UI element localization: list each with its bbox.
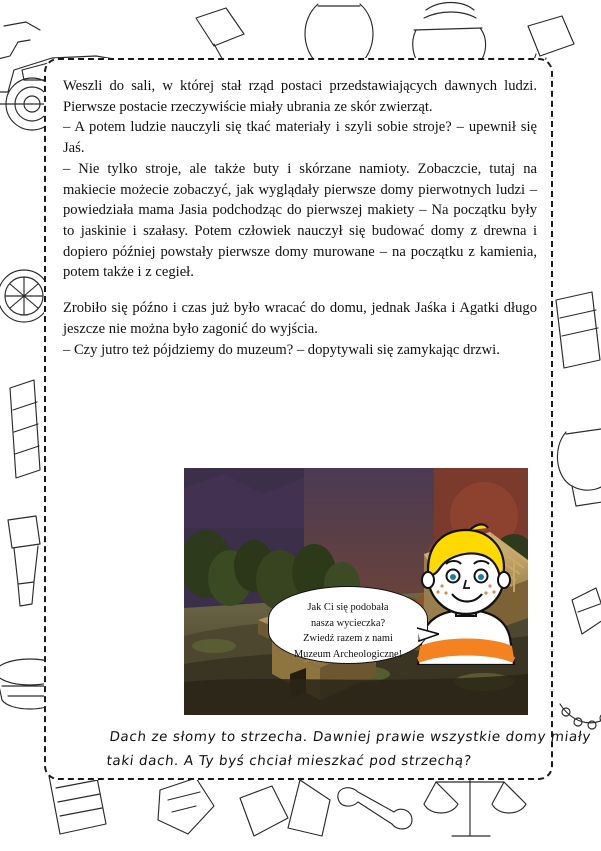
handwritten-caption-line-1: Dach ze słomy to strzecha. Dawniej prawie wszystkie domy miały: [108, 729, 592, 745]
doodle-shards: [158, 778, 330, 836]
story-paragraph-3: – Nie tylko stroje, ale także buty i skórzane namioty. Zobaczcie, tutaj na makiecie możecie zobaczyć, jak wyglądały pierwsze domy pierwotnych ludzi – powiedziała mama Jasia podchodząc do pierwszej makiety – Na początku były to jaskinie i szałasy. Potem człowiek nauczył się budować domy z drewna i dopiero później powstały pierwsze domy murowane – na początku z kamienia, potem także i z cegieł.: [63, 160, 537, 281]
doodle-arrowhead-right: [572, 588, 601, 634]
doodle-bone: [338, 788, 412, 829]
story-text: [63, 76, 537, 360]
speech-bubble-line-4: Muzeum Archeologiczne!: [293, 648, 403, 660]
worksheet-card: [44, 58, 592, 780]
speech-bubble-text: [282, 600, 414, 662]
doodle-column: [556, 292, 600, 368]
speech-bubble-line-2: nasza wycieczka?: [310, 617, 386, 629]
handwritten-caption: [105, 726, 592, 773]
speech-bubble: [268, 586, 428, 664]
doodle-vase-right: [557, 428, 601, 506]
doodle-coin: [0, 270, 50, 322]
speech-bubble-line-3: Zwiedź razem z nami: [303, 633, 393, 645]
story-paragraph-1: Weszli do sali, w której stał rząd postaci przedstawiających dawnych ludzi. Pierwsze postacie rzeczywiście miały ubrania ze skór zwierząt.: [63, 78, 537, 115]
doodle-brush: [8, 516, 40, 606]
story-paragraph-4: Zrobiło się późno i czas już było wracać do domu, jednak Jaśka i Agatki długo jeszcze nie można było zagonić do wyjścia.: [63, 300, 537, 337]
doodle-ladder: [10, 380, 40, 478]
story-paragraph-2: – A potem ludzie nauczyli się tkać materiały i szyli sobie stroje? – upewnił się Jaś.: [63, 119, 537, 157]
speech-bubble-tail: [417, 626, 439, 642]
handwritten-caption-line-2: taki dach. A Ty byś chciał mieszkać pod strzechą?: [105, 752, 473, 769]
speech-bubble-line-1: Jak Ci się podobała: [307, 602, 389, 613]
story-paragraph-5: – Czy jutro też pójdziemy do muzeum? – dopytywali się zamykając drzwi.: [63, 341, 500, 358]
doodle-necklace-right: [560, 704, 601, 729]
